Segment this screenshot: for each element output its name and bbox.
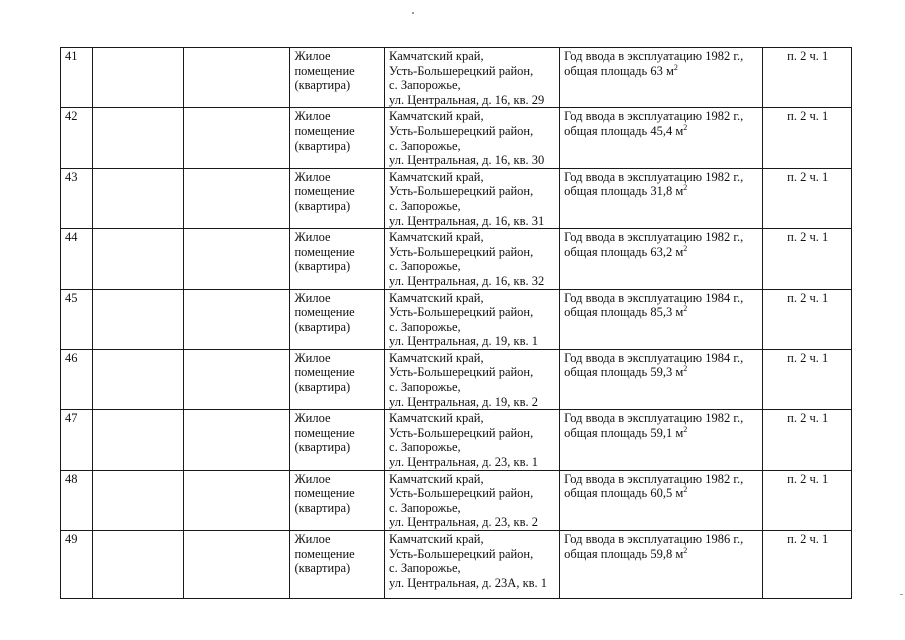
area-unit-superscript: 2 [683, 243, 688, 253]
table-row [61, 229, 852, 289]
object-name-cell [290, 48, 385, 108]
property-registry-table [60, 47, 852, 599]
object-name-line: помещение [294, 305, 355, 320]
table-row [61, 108, 852, 168]
legal-basis-cell: п. 2 ч. 1 [763, 108, 852, 168]
table-row [61, 168, 852, 228]
address-line: Камчатский край, [389, 350, 484, 365]
commission-year-text: Год ввода в эксплуатацию 1984 г., [564, 350, 744, 365]
object-name-line: Жилое [294, 169, 331, 184]
address-line: с. Запорожье, [389, 500, 461, 515]
address-line: Усть-Большерецкий район, [389, 486, 534, 501]
legal-basis-cell: п. 2 ч. 1 [763, 349, 852, 409]
description-cell [560, 289, 763, 349]
table-row [61, 410, 852, 470]
object-name-cell [290, 229, 385, 289]
area-unit-superscript: 2 [683, 424, 688, 434]
address-line: Камчатский край, [389, 49, 484, 63]
address-line: Камчатский край, [389, 471, 484, 486]
address-line: ул. Центральная, д. 16, кв. 31 [389, 213, 545, 228]
total-area-text: общая площадь 59,1 м [564, 425, 684, 440]
address-cell [385, 531, 560, 599]
object-name-line: Жилое [294, 230, 331, 245]
address-line: Усть-Большерецкий район, [389, 305, 534, 320]
object-name-line: (квартира) [294, 259, 351, 274]
address-line: ул. Центральная, д. 23, кв. 1 [389, 455, 539, 470]
object-name-line: помещение [294, 184, 355, 199]
legal-basis-cell: п. 2 ч. 1 [763, 229, 852, 289]
address-cell [385, 349, 560, 409]
description-cell [560, 168, 763, 228]
total-area-text: общая площадь 59,3 м [564, 365, 684, 380]
total-area-line [564, 486, 759, 501]
total-area-line [564, 184, 759, 199]
commission-year-text: Год ввода в эксплуатацию 1982 г., [564, 169, 744, 184]
address-line: Камчатский край, [389, 411, 484, 426]
row-number: 45 [61, 289, 93, 349]
empty-cell-2 [183, 229, 290, 289]
address-line: с. Запорожье, [389, 259, 461, 274]
empty-cell-1 [93, 531, 184, 599]
description-cell [560, 470, 763, 530]
description-cell [560, 108, 763, 168]
table-row [61, 48, 852, 108]
object-name-line: помещение [294, 244, 355, 259]
total-area-text: общая площадь 85,3 м [564, 305, 684, 320]
address-line: Усть-Большерецкий район, [389, 244, 534, 259]
object-name-cell [290, 410, 385, 470]
object-name-line: (квартира) [294, 440, 351, 455]
address-cell [385, 108, 560, 168]
empty-cell-2 [183, 48, 290, 108]
empty-cell-2 [183, 168, 290, 228]
total-area-text: общая площадь 63 м [564, 63, 674, 78]
empty-cell-1 [93, 108, 184, 168]
row-number: 43 [61, 168, 93, 228]
object-name-line: Жилое [294, 471, 331, 486]
empty-cell-1 [93, 289, 184, 349]
address-line: с. Запорожье, [389, 319, 461, 334]
object-name-line: Жилое [294, 532, 331, 546]
object-name-cell [290, 470, 385, 530]
total-area-text: общая площадь 45,4 м [564, 123, 684, 138]
address-line: Усть-Большерецкий район, [389, 546, 534, 561]
total-area-line [564, 124, 759, 139]
area-unit-superscript: 2 [683, 303, 688, 313]
total-area-line [564, 365, 759, 380]
address-line: Усть-Большерецкий район, [389, 184, 534, 199]
page-dot-mark [412, 12, 414, 14]
address-line: ул. Центральная, д. 19, кв. 2 [389, 394, 539, 409]
table-row [61, 349, 852, 409]
total-area-line [564, 426, 759, 441]
commission-year-text: Год ввода в эксплуатацию 1982 г., [564, 230, 744, 245]
commission-year-text: Год ввода в эксплуатацию 1982 г., [564, 49, 744, 63]
total-area-text: общая площадь 60,5 м [564, 486, 684, 501]
total-area-text: общая площадь 59,8 м [564, 546, 684, 561]
address-line: ул. Центральная, д. 16, кв. 29 [389, 92, 545, 107]
address-cell [385, 410, 560, 470]
description-cell [560, 410, 763, 470]
object-name-line: Жилое [294, 49, 331, 63]
object-name-line: (квартира) [294, 198, 351, 213]
edge-mark [900, 594, 903, 595]
object-name-cell [290, 168, 385, 228]
address-cell [385, 289, 560, 349]
empty-cell-2 [183, 108, 290, 168]
address-line: ул. Центральная, д. 23, кв. 2 [389, 515, 539, 530]
object-name-line: помещение [294, 365, 355, 380]
description-cell [560, 229, 763, 289]
row-number: 49 [61, 531, 93, 599]
empty-cell-1 [93, 349, 184, 409]
empty-cell-2 [183, 531, 290, 599]
object-name-cell [290, 531, 385, 599]
object-name-line: помещение [294, 425, 355, 440]
total-area-line [564, 547, 759, 562]
address-line: с. Запорожье, [389, 198, 461, 213]
commission-year-text: Год ввода в эксплуатацию 1984 г., [564, 290, 744, 305]
table-row [61, 470, 852, 530]
address-cell [385, 168, 560, 228]
area-unit-superscript: 2 [683, 364, 688, 374]
address-line: Камчатский край, [389, 230, 484, 245]
object-name-cell [290, 349, 385, 409]
description-cell [560, 349, 763, 409]
object-name-line: помещение [294, 123, 355, 138]
empty-cell-2 [183, 289, 290, 349]
area-unit-superscript: 2 [683, 545, 688, 555]
address-line: Усть-Большерецкий район, [389, 425, 534, 440]
empty-cell-1 [93, 470, 184, 530]
total-area-text: общая площадь 63,2 м [564, 244, 684, 259]
object-name-line: (квартира) [294, 138, 351, 153]
legal-basis-cell: п. 2 ч. 1 [763, 289, 852, 349]
address-cell [385, 470, 560, 530]
empty-cell-1 [93, 410, 184, 470]
commission-year-text: Год ввода в эксплуатацию 1982 г., [564, 411, 744, 426]
area-unit-superscript: 2 [683, 485, 688, 495]
address-line: с. Запорожье, [389, 380, 461, 395]
address-line: Камчатский край, [389, 109, 484, 124]
address-cell [385, 48, 560, 108]
address-line: ул. Центральная, д. 23А, кв. 1 [389, 575, 548, 590]
empty-cell-2 [183, 349, 290, 409]
object-name-line: (квартира) [294, 78, 351, 93]
commission-year-text: Год ввода в эксплуатацию 1982 г., [564, 471, 744, 486]
legal-basis-cell: п. 2 ч. 1 [763, 48, 852, 108]
table-row [61, 531, 852, 599]
object-name-cell [290, 289, 385, 349]
area-unit-superscript: 2 [683, 183, 688, 193]
object-name-line: (квартира) [294, 500, 351, 515]
commission-year-text: Год ввода в эксплуатацию 1986 г., [564, 532, 744, 546]
object-name-line: (квартира) [294, 561, 351, 576]
row-number: 47 [61, 410, 93, 470]
empty-cell-1 [93, 168, 184, 228]
row-number: 42 [61, 108, 93, 168]
address-line: Усть-Большерецкий район, [389, 365, 534, 380]
table-row [61, 289, 852, 349]
address-line: с. Запорожье, [389, 78, 461, 93]
total-area-line [564, 245, 759, 260]
address-line: Усть-Большерецкий район, [389, 123, 534, 138]
empty-cell-1 [93, 48, 184, 108]
empty-cell-2 [183, 470, 290, 530]
object-name-line: Жилое [294, 290, 331, 305]
legal-basis-cell: п. 2 ч. 1 [763, 410, 852, 470]
object-name-line: помещение [294, 63, 355, 78]
commission-year-text: Год ввода в эксплуатацию 1982 г., [564, 109, 744, 124]
row-number: 46 [61, 349, 93, 409]
registry-table-body [61, 48, 852, 599]
object-name-line: (квартира) [294, 380, 351, 395]
area-unit-superscript: 2 [683, 122, 688, 132]
row-number: 48 [61, 470, 93, 530]
address-line: Усть-Большерецкий район, [389, 63, 534, 78]
legal-basis-cell: п. 2 ч. 1 [763, 168, 852, 228]
address-line: Камчатский край, [389, 169, 484, 184]
object-name-line: (квартира) [294, 319, 351, 334]
address-line: с. Запорожье, [389, 440, 461, 455]
empty-cell-2 [183, 410, 290, 470]
description-cell [560, 48, 763, 108]
object-name-line: Жилое [294, 350, 331, 365]
object-name-cell [290, 108, 385, 168]
total-area-text: общая площадь 31,8 м [564, 184, 684, 199]
object-name-line: Жилое [294, 411, 331, 426]
object-name-line: помещение [294, 546, 355, 561]
legal-basis-cell: п. 2 ч. 1 [763, 531, 852, 599]
address-line: Камчатский край, [389, 290, 484, 305]
row-number: 44 [61, 229, 93, 289]
total-area-line [564, 305, 759, 320]
area-unit-superscript: 2 [673, 62, 678, 72]
address-cell [385, 229, 560, 289]
address-line: ул. Центральная, д. 16, кв. 32 [389, 273, 545, 288]
object-name-line: помещение [294, 486, 355, 501]
empty-cell-1 [93, 229, 184, 289]
address-line: с. Запорожье, [389, 561, 461, 576]
row-number: 41 [61, 48, 93, 108]
description-cell [560, 531, 763, 599]
legal-basis-cell: п. 2 ч. 1 [763, 470, 852, 530]
total-area-line [564, 64, 759, 79]
object-name-line: Жилое [294, 109, 331, 124]
address-line: ул. Центральная, д. 19, кв. 1 [389, 334, 539, 349]
address-line: с. Запорожье, [389, 138, 461, 153]
address-line: ул. Центральная, д. 16, кв. 30 [389, 153, 545, 168]
address-line: Камчатский край, [389, 532, 484, 546]
